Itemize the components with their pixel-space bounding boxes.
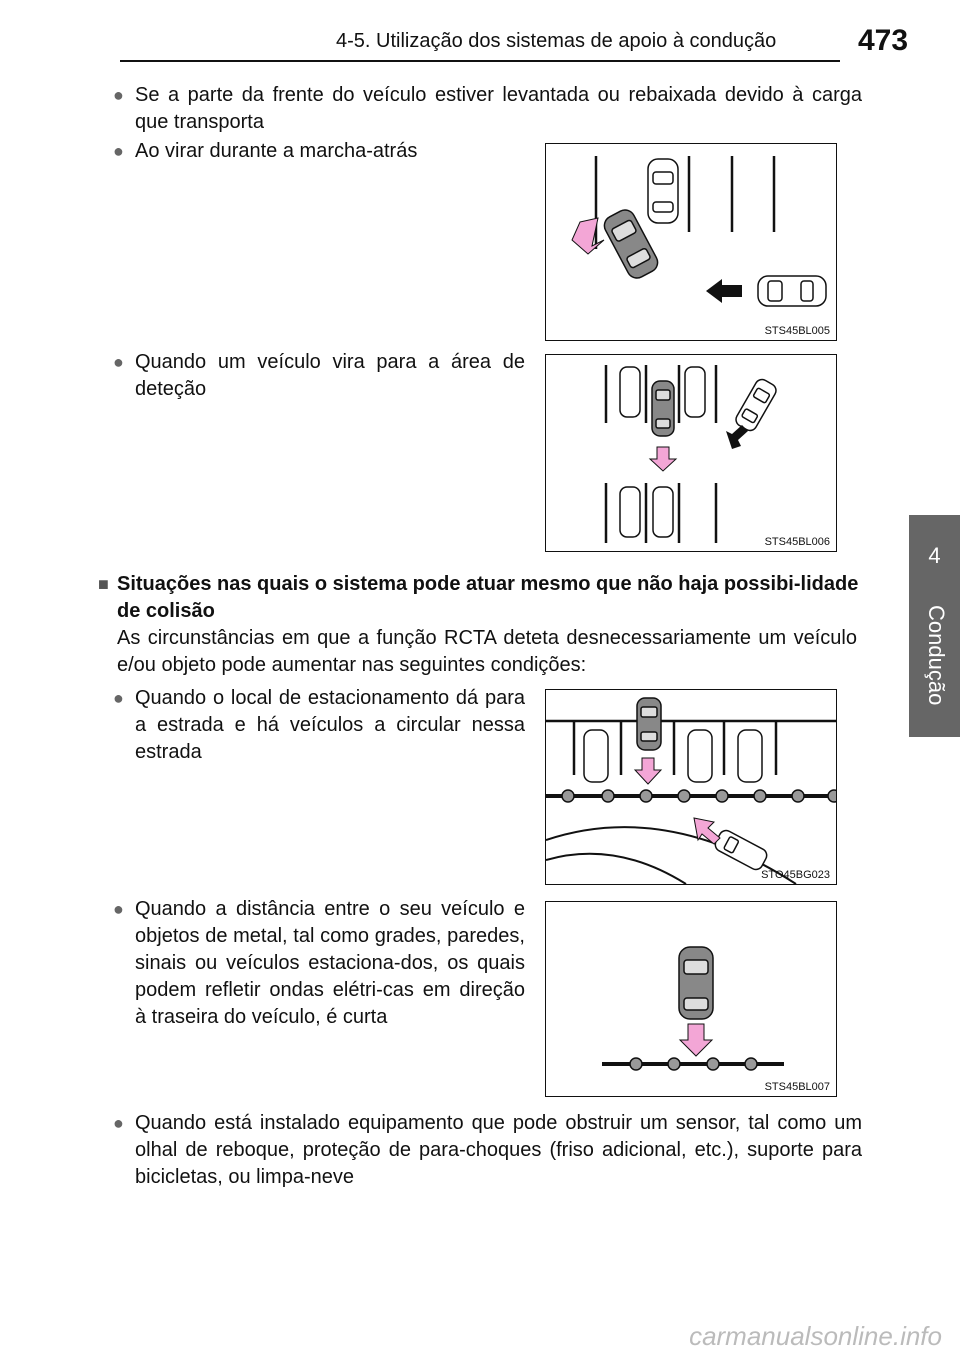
page-number: 473 xyxy=(858,24,909,57)
parking-diagram-2 xyxy=(546,355,836,551)
section-heading-text: Situações nas quais o sistema pode atuar mesmo que não haja possibi-lidade de colisão xyxy=(117,573,859,622)
chapter-tab-number: 4 xyxy=(909,515,960,597)
bullet-item xyxy=(113,685,525,766)
bullet-dot-icon: ● xyxy=(113,85,124,105)
bullet-dot-icon: ● xyxy=(113,688,124,708)
parking-diagram-1 xyxy=(546,144,836,340)
bullet-text: Quando o local de estacionamento dá para a estrada e há veículos a circular nessa estrada xyxy=(135,687,525,763)
bullet-text: Quando está instalado equipamento que pode obstruir um sensor, tal como um olhal de reboque, proteção de para-choques (friso adicional, etc.), suporte para bicicletas, ou limpa-neve xyxy=(135,1112,862,1188)
bullet-text: Quando a distância entre o seu veículo e objetos de metal, tal como grades, paredes, sinais ou veículos estaciona-dos, os quais podem refletir ondas elétri-cas em direção à traseira do veículo, é curta xyxy=(135,898,525,1028)
bullet-item xyxy=(113,1110,862,1191)
bullet-text: Ao virar durante a marcha-atrás xyxy=(135,140,418,162)
figure-code: STS45BL007 xyxy=(764,1081,830,1093)
square-bullet-icon: ■ xyxy=(98,574,109,594)
figure-code: STS45BL005 xyxy=(764,325,830,337)
bullet-dot-icon: ● xyxy=(113,141,124,161)
bullet-dot-icon: ● xyxy=(113,352,124,372)
bullet-text: Quando um veículo vira para a área de deteção xyxy=(135,351,525,400)
figure-code: STO45BG023 xyxy=(761,869,830,881)
figure-metal-objects xyxy=(545,901,837,1097)
figure-turning-reverse xyxy=(545,143,837,341)
header-rule xyxy=(120,60,840,62)
running-header-title: 4-5. Utilização dos sistemas de apoio à condução xyxy=(336,30,777,52)
parking-diagram-3 xyxy=(546,690,836,884)
watermark: carmanualsonline.info xyxy=(689,1321,942,1351)
section-heading xyxy=(98,571,862,625)
chapter-tab-label xyxy=(909,605,960,715)
bullet-dot-icon: ● xyxy=(113,1113,124,1133)
chapter-label-text: Condução xyxy=(924,605,949,706)
figure-code: STS45BL006 xyxy=(764,536,830,548)
figure-vehicle-turning-in xyxy=(545,354,837,552)
bullet-item xyxy=(113,82,862,136)
bullet-item xyxy=(113,349,525,403)
bullet-item xyxy=(113,138,525,165)
bullet-text: Se a parte da frente do veículo estiver levantada ou rebaixada devido à carga que transporta xyxy=(135,84,862,133)
parking-diagram-4 xyxy=(546,902,836,1096)
bullet-dot-icon: ● xyxy=(113,899,124,919)
figure-road-traffic xyxy=(545,689,837,885)
bullet-item xyxy=(113,896,525,1031)
section-paragraph: As circunstâncias em que a função RCTA deteta desnecessariamente um veículo e/ou objeto pode aumentar nas seguintes condições: xyxy=(117,627,857,676)
